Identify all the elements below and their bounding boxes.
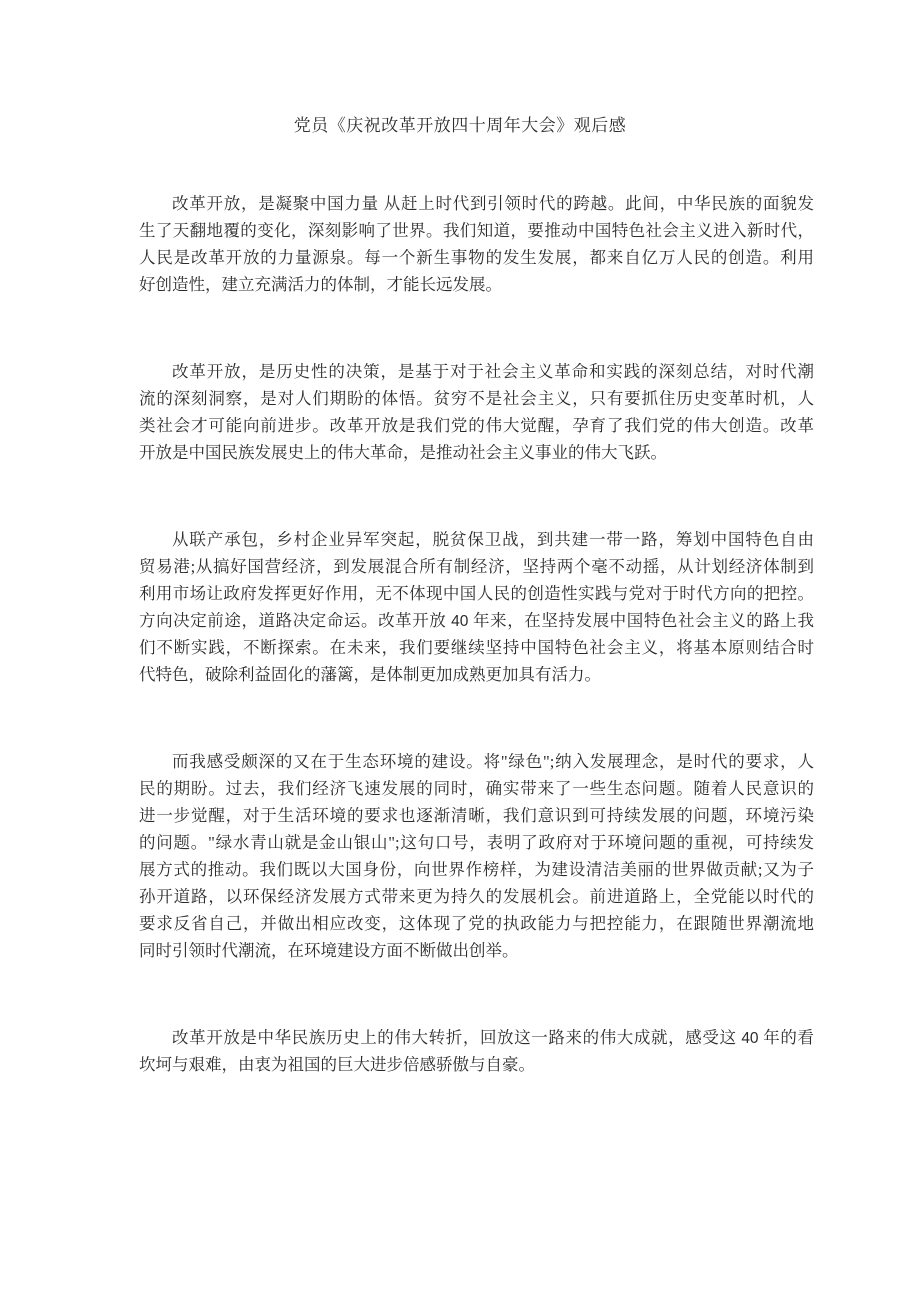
text-line: 人民是改革开放的力量源泉。每一个新生事物的发生发展，都来自亿万人民的创造。利用 [139, 248, 814, 267]
text-line: 要求反省自己，并做出相应改变，这体现了党的执政能力与把控能力，在跟随世界潮流地 [139, 914, 814, 933]
text-line: 民的期盼。过去，我们经济飞速发展的同时，确实带来了一些生态问题。随着人民意识的 [139, 779, 814, 798]
text-line: 的问题。"绿水青山就是金山银山";这句口号，表明了政府对于环境问题的重视，可持续发 [139, 833, 814, 852]
text-line: 同时引领时代潮流，在环境建设方面不断做出创举。 [139, 941, 519, 960]
document-title: 党员《庆祝改革开放四十周年大会》观后感 [293, 116, 627, 135]
text-line: 生了天翻地覆的变化，深刻影响了世界。我们知道，要推动中国特色社会主义进入新时代， [139, 221, 814, 240]
paragraph-1 [139, 190, 814, 298]
text-line: 孙开道路，以环保经济发展方式带来更为持久的发展机会。前进道路上，全党能以时代的 [139, 887, 814, 906]
text-line: 贸易港;从搞好国营经济，到发展混合所有制经济，坚持两个毫不动摇，从计划经济体制到 [139, 557, 814, 576]
text-line: 改革开放是中华民族历史上的伟大转折，回放这一路来的伟大成就，感受这 40 年的看 [172, 1028, 814, 1047]
text-line: 改革开放，是凝聚中国力量 从赶上时代到引领时代的跨越。此间，中华民族的面貌发 [172, 194, 814, 213]
document-body [139, 138, 814, 1078]
text-line: 展方式的推动。我们既以大国身份，向世界作榜样，为建设清洁美丽的世界做贡献;又为子 [139, 860, 814, 879]
paragraph-4 [139, 748, 814, 964]
text-line: 改革开放，是历史性的决策，是基于对于社会主义革命和实践的深刻总结，对时代潮 [172, 362, 814, 381]
text-line: 进一步觉醒，对于生活环境的要求也逐渐清晰，我们意识到可持续发展的问题，环境污染 [139, 806, 814, 825]
text-line: 们不断实践，不断探索。在未来，我们要继续坚持中国特色社会主义，将基本原则结合时 [139, 638, 814, 657]
text-line: 流的深刻洞察，是对人们期盼的体悟。贫穷不是社会主义，只有要抓住历史变革时机，人 [139, 389, 814, 408]
text-line: 开放是中国民族发展史上的伟大革命，是推动社会主义事业的伟大飞跃。 [139, 443, 667, 462]
paragraph-5 [139, 1024, 814, 1078]
text-line: 从联产承包，乡村企业异军突起，脱贫保卫战，到共建一带一路，筹划中国特色自由 [172, 530, 814, 549]
text-line: 而我感受颇深的又在于生态环境的建设。将"绿色";纳入发展理念，是时代的要求，人 [172, 752, 814, 771]
text-line: 类社会才可能向前进步。改革开放是我们党的伟大觉醒，孕育了我们党的伟大创造。改革 [139, 416, 814, 435]
text-line: 坎坷与艰难，由衷为祖国的巨大进步倍感骄傲与自豪。 [139, 1055, 535, 1074]
text-line: 代特色，破除利益固化的藩篱，是体制更加成熟更加具有活力。 [139, 665, 601, 684]
paragraph-2 [139, 358, 814, 466]
text-line: 方向决定前途，道路决定命运。改革开放 40 年来，在坚持发展中国特色社会主义的路上我 [139, 611, 814, 630]
numeral: 40 [741, 1030, 759, 1047]
text-line: 好创造性，建立充满活力的体制，才能长远发展。 [139, 275, 502, 294]
text-line: 利用市场让政府发挥更好作用，无不体现中国人民的创造性实践与党对于时代方向的把控。 [139, 584, 814, 603]
numeral: 40 [451, 613, 469, 630]
paragraph-3 [139, 526, 814, 688]
